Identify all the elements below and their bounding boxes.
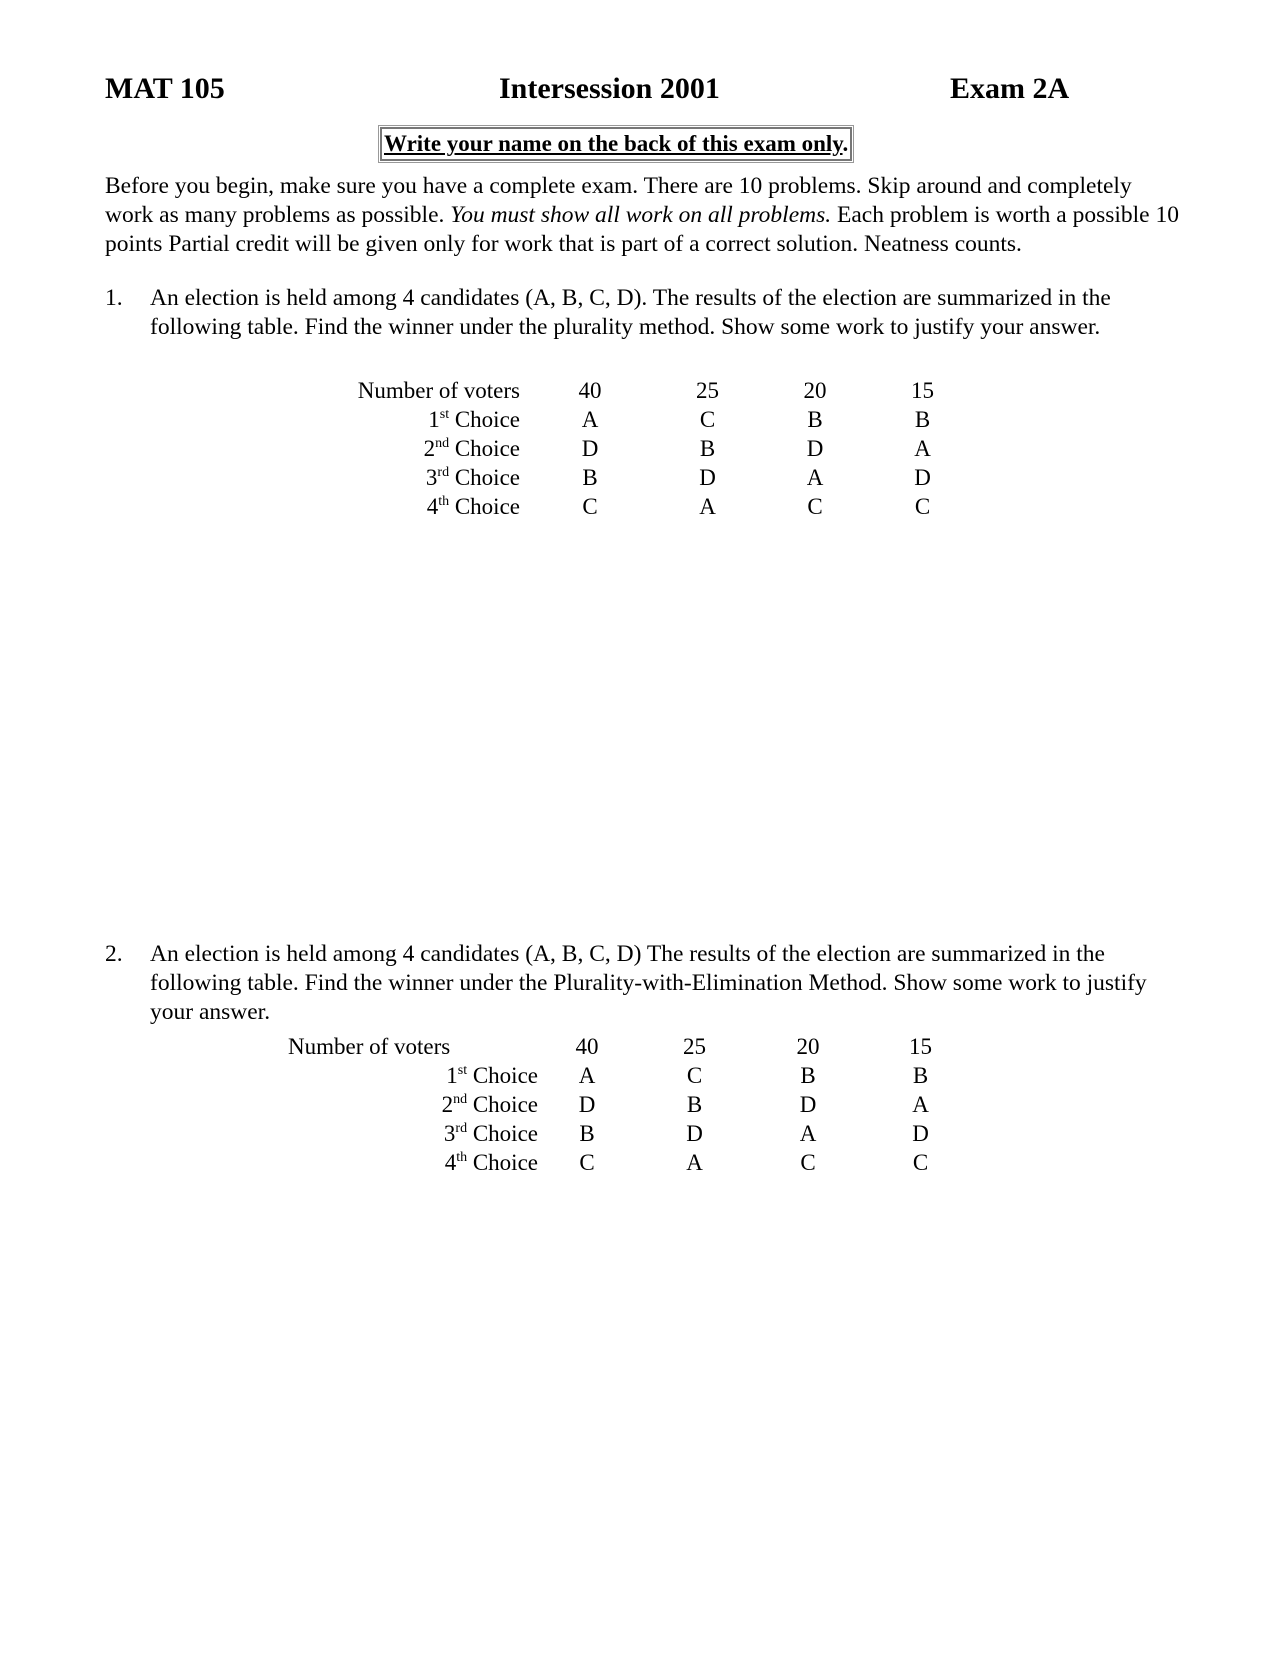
choice-row — [330, 434, 970, 463]
voter-count: 20 — [803, 378, 827, 403]
term-title: Intersession 2001 — [499, 72, 720, 105]
choice-row — [288, 1148, 978, 1177]
choice-label: 4th Choice — [426, 494, 520, 519]
choice-label: 3rd Choice — [443, 1121, 538, 1146]
preference-table — [288, 1032, 978, 1177]
candidate-cell: A — [686, 1150, 703, 1175]
candidate-cell: D — [799, 1092, 817, 1117]
instructions-part1: Before you begin, make sure you have a complete exam. There are 10 problems. Skip around and completely work as many problems as possible. — [105, 173, 1132, 228]
exam-header — [105, 72, 1080, 112]
choice-row — [330, 405, 970, 434]
voters-label: Number of voters — [357, 378, 520, 403]
choice-row — [288, 1090, 978, 1119]
choice-label: 1st Choice — [428, 407, 520, 432]
choice-row — [330, 463, 970, 492]
voter-count: 25 — [683, 1034, 706, 1059]
candidate-cell: B — [800, 1063, 816, 1088]
voters-label: Number of voters — [288, 1034, 451, 1059]
choice-row — [288, 1119, 978, 1148]
candidate-cell: C — [579, 1150, 595, 1175]
name-notice-text: Write your name on the back of this exam only — [384, 131, 843, 156]
candidate-cell: D — [914, 465, 931, 490]
voter-count: 15 — [909, 1034, 932, 1059]
candidate-cell: C — [800, 1150, 816, 1175]
problem-text: An election is held among 4 candidates (A, B, C, D). The results of the election are summarized in the following table. Find the winner under the plurality method. Show some work to justify your answer. — [150, 285, 1111, 340]
candidate-cell: D — [686, 1121, 703, 1146]
voters-row — [330, 376, 970, 405]
instructions-part2: Each problem is worth a possible 10 points Partial credit will be given only for work that is part of a correct solution. Neatness counts. — [105, 202, 1179, 257]
preference-table — [330, 376, 970, 521]
choice-label: 3rd Choice — [425, 465, 520, 490]
candidate-cell: A — [912, 1092, 929, 1117]
candidate-cell: C — [807, 494, 823, 519]
voter-count: 25 — [696, 378, 719, 403]
choice-row — [288, 1061, 978, 1090]
candidate-cell: A — [581, 407, 599, 432]
candidate-cell: A — [699, 494, 716, 519]
candidate-cell: D — [806, 436, 824, 461]
candidate-cell: D — [699, 465, 716, 490]
exam-title: Exam 2A — [950, 72, 1070, 105]
problem-2 — [105, 940, 1185, 1027]
voter-count: 40 — [578, 378, 602, 403]
voter-count: 20 — [796, 1034, 820, 1059]
choice-label: 2nd Choice — [441, 1092, 538, 1117]
candidate-cell: B — [579, 1121, 595, 1146]
problem-number: 1. — [105, 285, 123, 311]
problem-1 — [105, 284, 1185, 342]
candidate-cell: D — [578, 1092, 596, 1117]
course-title: MAT 105 — [105, 72, 225, 105]
voter-count: 15 — [911, 378, 934, 403]
candidate-cell: C — [912, 1150, 929, 1175]
candidate-cell: D — [581, 436, 599, 461]
candidate-cell: A — [578, 1063, 596, 1088]
instructions — [105, 172, 1185, 259]
instructions-emphasis: You must show all work on all problems. — [450, 202, 832, 228]
name-notice-period: . — [842, 131, 849, 156]
choice-row — [330, 492, 970, 521]
voter-count: 40 — [575, 1034, 599, 1059]
problem-text: An election is held among 4 candidates (A, B, C, D) The results of the election are summarized in the following table. Find the winner under the Plurality-with-Elimination Method. Show some work to justify your answer. — [150, 941, 1147, 1025]
candidate-cell: B — [807, 407, 823, 432]
voters-row — [288, 1032, 978, 1061]
candidate-cell: A — [914, 436, 931, 461]
candidate-cell: C — [699, 407, 716, 432]
candidate-cell: A — [799, 1121, 817, 1146]
candidate-cell: C — [686, 1063, 703, 1088]
choice-label: 4th Choice — [444, 1150, 538, 1175]
choice-label: 1st Choice — [446, 1063, 538, 1088]
problem-number: 2. — [105, 941, 123, 967]
choice-label: 2nd Choice — [423, 436, 520, 461]
candidate-cell: B — [914, 407, 931, 432]
candidate-cell: D — [912, 1121, 929, 1146]
candidate-cell: A — [806, 465, 824, 490]
candidate-cell: B — [686, 1092, 703, 1117]
name-notice — [380, 127, 852, 161]
candidate-cell: B — [699, 436, 716, 461]
candidate-cell: C — [914, 494, 931, 519]
candidate-cell: C — [582, 494, 598, 519]
candidate-cell: B — [912, 1063, 929, 1088]
candidate-cell: B — [582, 465, 598, 490]
